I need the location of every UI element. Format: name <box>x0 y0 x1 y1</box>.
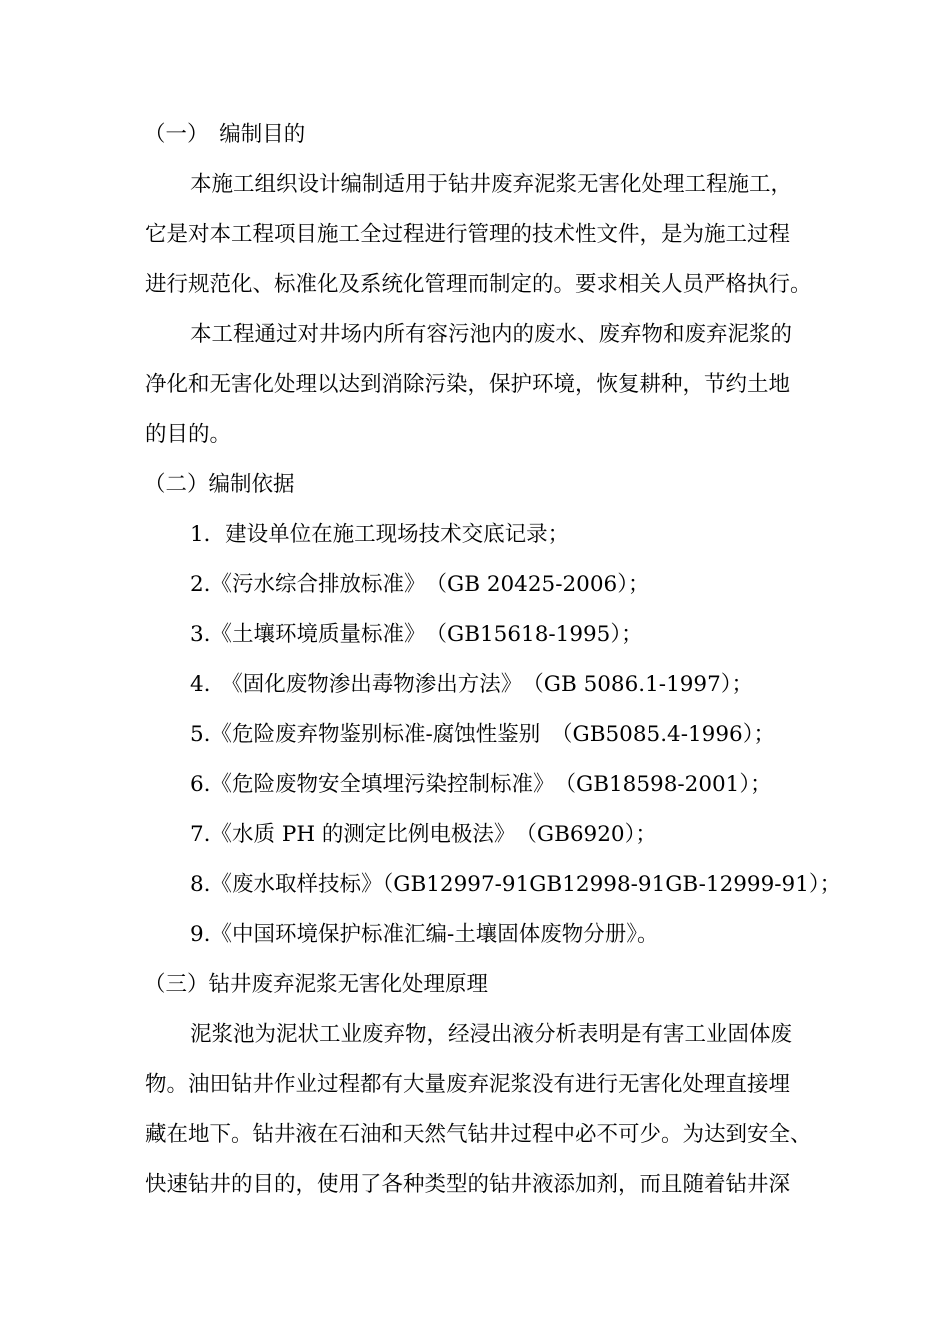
section-2-heading: （二）编制依据 <box>144 472 295 497</box>
reference-item-8: 8.《废水取样技标》（GB12997-91GB12998-91GB-12999-91）； <box>190 872 842 897</box>
section-1-paragraph-1-line-2: 它是对本工程项目施工全过程进行管理的技术性文件，是为施工过程 <box>145 222 791 247</box>
section-1-paragraph-2-line-1: 本工程通过对井场内所有容污池内的废水、废弃物和废弃泥浆的 <box>190 322 793 347</box>
reference-item-3: 3.《土壤环境质量标准》 （GB15618-1995）； <box>190 622 643 647</box>
section-3-paragraph-1-line-3: 藏在地下。钻井液在石油和天然气钻井过程中必不可少。为达到安全、 <box>145 1122 812 1147</box>
section-1-paragraph-2-line-2: 净化和无害化处理以达到消除污染，保护环境，恢复耕种，节约土地 <box>145 372 791 397</box>
reference-item-2: 2.《污水综合排放标准》 （GB 20425-2006）； <box>190 572 650 597</box>
section-1-paragraph-1-line-3: 进行规范化、标准化及系统化管理而制定的。要求相关人员严格执行。 <box>145 272 812 297</box>
reference-item-5: 5.《危险废弃物鉴别标准-腐蚀性鉴别 （GB5085.4-1996）； <box>190 722 775 747</box>
section-1-paragraph-2-line-3: 的目的。 <box>145 422 232 447</box>
reference-item-9: 9.《中国环境保护标准汇编-土壤固体废物分册》。 <box>190 922 659 947</box>
section-3-paragraph-1-line-4: 快速钻井的目的，使用了各种类型的钻井液添加剂，而且随着钻井深 <box>145 1172 791 1197</box>
reference-item-7: 7.《水质 PH 的测定比例电极法》 （GB6920）； <box>190 822 657 847</box>
reference-item-6: 6.《危险废物安全填埋污染控制标准》 （GB18598-2001）； <box>190 772 772 797</box>
reference-item-4: 4. 《固化废物渗出毒物渗出方法》 （GB 5086.1-1997）； <box>190 672 754 697</box>
section-3-paragraph-1-line-1: 泥浆池为泥状工业废弃物，经浸出液分析表明是有害工业固体废 <box>190 1022 793 1047</box>
section-1-heading: （一） 编制目的 <box>144 122 306 147</box>
reference-item-1: 1．建设单位在施工现场技术交底记录； <box>190 522 570 547</box>
section-3-paragraph-1-line-2: 物。油田钻井作业过程都有大量废弃泥浆没有进行无害化处理直接埋 <box>145 1072 791 1097</box>
section-1-paragraph-1-line-1: 本施工组织设计编制适用于钻井废弃泥浆无害化处理工程施工， <box>190 172 793 197</box>
section-3-heading: （三）钻井废弃泥浆无害化处理原理 <box>144 972 489 997</box>
